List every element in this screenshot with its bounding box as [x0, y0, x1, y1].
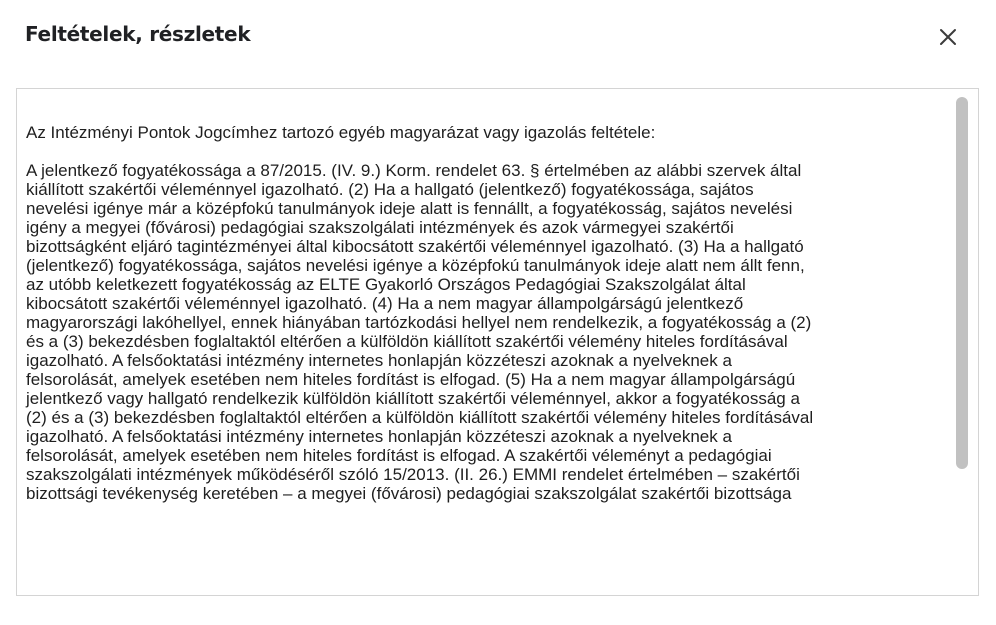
conditions-text-line: (2) és a (3) bekezdésben foglaltaktól eltérően a külföldön kiállított szakértői vélemény hiteles fordításával	[26, 408, 814, 427]
conditions-text-line: igény a megyei (fővárosi) pedagógiai szakszolgálati intézmények és azok vármegyei szakértői	[26, 218, 734, 237]
conditions-text-line: (jelentkező) fogyatékossága, sajátos nevelési igénye a középfokú tanulmányok ideje alatt nem állt fenn,	[26, 256, 805, 275]
conditions-text-line: bizottságként eljáró tagintézményei által kibocsátott szakértői véleménnyel igazolható. (3) Ha a hallgató	[26, 237, 804, 256]
conditions-text-line: magyarországi lakóhellyel, ennek hiányában tartózkodási hellyel nem rendelkezik, a fogyatékosság a (2)	[26, 313, 812, 332]
conditions-text	[26, 123, 961, 503]
close-icon	[938, 27, 958, 47]
conditions-text-line: igazolható. A felsőoktatási intézmény internetes honlapján közzéteszi azoknak a nyelveknek a	[26, 427, 732, 446]
conditions-intro: Az Intézményi Pontok Jogcímhez tartozó egyéb magyarázat vagy igazolás feltétele:	[26, 123, 656, 142]
scrollbar-track[interactable]	[956, 97, 968, 587]
dialog-title: Feltételek, részletek	[25, 22, 251, 46]
scrollbar-thumb[interactable]	[956, 97, 968, 469]
conditions-text-line: szakszolgálati intézmények működéséről szóló 15/2013. (II. 26.) EMMI rendelet értelmében – szakértői	[26, 465, 800, 484]
conditions-text-line: felsorolását, amelyek esetében nem hiteles fordítást is elfogad. A szakértői véleményt a pedagógiai	[26, 446, 772, 465]
conditions-text-line: igazolható. A felsőoktatási intézmény internetes honlapján közzéteszi azoknak a nyelveknek a	[26, 351, 732, 370]
conditions-text-panel[interactable]	[16, 88, 979, 596]
conditions-text-line: nevelési igénye már a középfokú tanulmányok ideje alatt is fennállt, a fogyatékosság, sajátos nevelési	[26, 199, 793, 218]
close-button[interactable]	[928, 18, 968, 50]
conditions-text-line: jelentkező vagy hallgató rendelkezik külföldön kiállított szakértői véleménnyel, akkor a fogyatékosság a	[26, 389, 800, 408]
conditions-text-line: kiállított szakértői véleménnyel igazolható. (2) Ha a hallgató (jelentkező) fogyatékossága, sajátos	[26, 180, 754, 199]
conditions-text-line: és a (3) bekezdésben foglaltaktól eltérően a külföldön kiállított szakértői vélemény hiteles fordításával	[26, 332, 788, 351]
conditions-text-line: kibocsátott szakértői véleménnyel igazolható. (4) Ha a nem magyar állampolgárságú jelentkező	[26, 294, 744, 313]
conditions-text-line: az utóbb keletkezett fogyatékosság az ELTE Gyakorló Országos Pedagógiai Szakszolgálat által	[26, 275, 746, 294]
conditions-text-line: felsorolását, amelyek esetében nem hiteles fordítást is elfogad. (5) Ha a nem magyar állampolgárságú	[26, 370, 796, 389]
conditions-text-line: bizottsági tevékenység keretében – a megyei (fővárosi) pedagógiai szakszolgálat szakértői bizottsága	[26, 484, 792, 503]
conditions-text-line: A jelentkező fogyatékossága a 87/2015. (IV. 9.) Korm. rendelet 63. § értelmében az alábbi szervek által	[26, 161, 802, 180]
conditions-body	[26, 161, 961, 503]
